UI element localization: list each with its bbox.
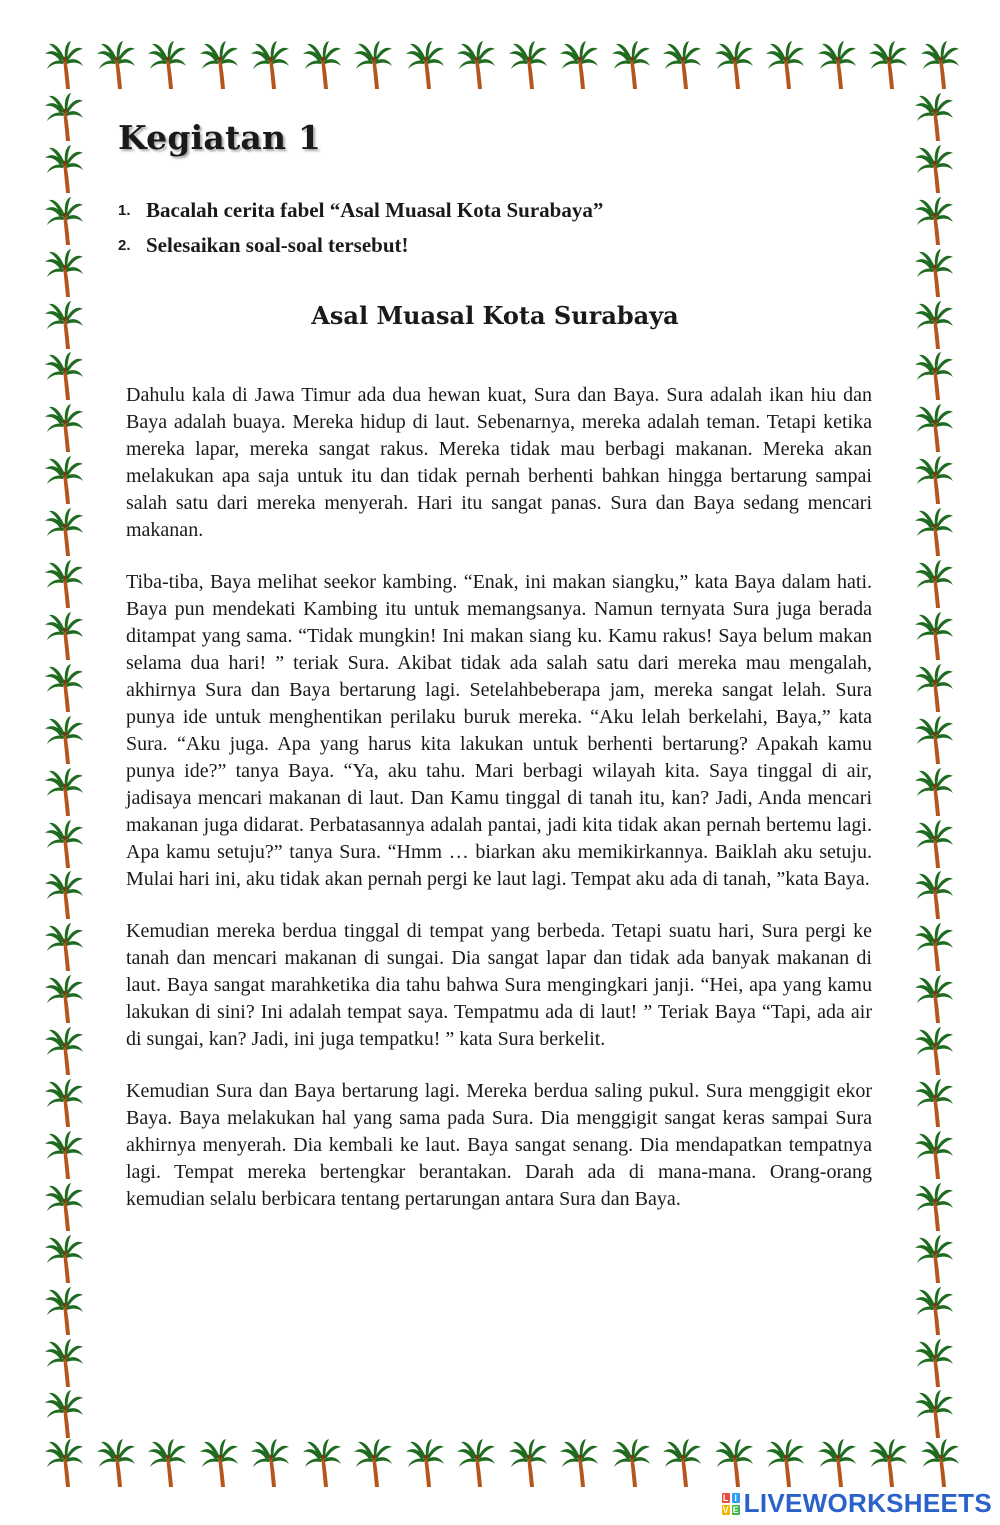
palm-tree-icon bbox=[302, 1438, 342, 1488]
palm-tree-icon bbox=[914, 819, 954, 869]
palm-tree-icon bbox=[353, 1438, 393, 1488]
page-title: Kegiatan 1 bbox=[118, 118, 322, 157]
palm-tree-icon bbox=[44, 248, 84, 298]
palm-tree-icon bbox=[765, 40, 805, 90]
palm-tree-icon bbox=[96, 40, 136, 90]
palm-tree-icon bbox=[920, 1438, 960, 1488]
palm-tree-icon bbox=[44, 1286, 84, 1336]
palm-tree-icon bbox=[44, 455, 84, 505]
palm-tree-icon bbox=[44, 300, 84, 350]
story-paragraph: Kemudian Sura dan Baya bertarung lagi. Mereka berdua saling pukul. Sura menggigit ekor Baya. Baya melakukan hal yang sama pada Sura. Dia menggigit sangat keras sampai Sura akhirnya menyerah. Dia kembali ke laut. Baya sangat senang. Dia mendapatkan tempatnya lagi. Tempat mereka bertengkar berantakan. Darah ada di mana-mana. Orang-orang kemudian selalu berbicara tentang pertarungan antara Sura dan Baya. bbox=[126, 1080, 872, 1210]
palm-tree-icon bbox=[914, 1026, 954, 1076]
palm-tree-icon bbox=[914, 611, 954, 661]
palm-tree-icon bbox=[817, 40, 857, 90]
palm-tree-icon bbox=[44, 974, 84, 1024]
palm-tree-icon bbox=[914, 248, 954, 298]
palm-tree-icon bbox=[44, 767, 84, 817]
brand-mark-letter: L bbox=[722, 1492, 729, 1503]
palm-tree-icon bbox=[199, 40, 239, 90]
palm-tree-icon bbox=[914, 1338, 954, 1388]
instruction-number: 2. bbox=[118, 237, 131, 254]
palm-tree-icon bbox=[508, 40, 548, 90]
instruction-number: 1. bbox=[118, 202, 131, 219]
palm-tree-icon bbox=[96, 1438, 136, 1488]
palm-tree-icon bbox=[44, 1338, 84, 1388]
palm-tree-icon bbox=[914, 403, 954, 453]
palm-tree-icon bbox=[914, 715, 954, 765]
brand-mark-letter: E bbox=[732, 1504, 739, 1515]
palm-tree-icon bbox=[44, 403, 84, 453]
palm-tree-icon bbox=[765, 1438, 805, 1488]
palm-tree-icon bbox=[914, 1286, 954, 1336]
palm-tree-icon bbox=[914, 1078, 954, 1128]
brand-name: LIVEWORKSHEETS bbox=[743, 1488, 992, 1518]
palm-tree-icon bbox=[868, 40, 908, 90]
palm-tree-icon bbox=[559, 40, 599, 90]
palm-tree-icon bbox=[914, 559, 954, 609]
palm-tree-icon bbox=[44, 1026, 84, 1076]
palm-tree-icon bbox=[914, 1234, 954, 1284]
palm-tree-icon bbox=[914, 1389, 954, 1439]
palm-tree-icon bbox=[914, 1182, 954, 1232]
palm-tree-icon bbox=[714, 40, 754, 90]
instruction-item bbox=[118, 228, 872, 263]
palm-tree-icon bbox=[44, 92, 84, 142]
palm-tree-icon bbox=[914, 663, 954, 713]
palm-tree-icon bbox=[914, 455, 954, 505]
palm-tree-icon bbox=[44, 351, 84, 401]
palm-tree-icon bbox=[914, 196, 954, 246]
palm-tree-icon bbox=[817, 1438, 857, 1488]
palm-tree-icon bbox=[914, 974, 954, 1024]
palm-tree-icon bbox=[611, 40, 651, 90]
story-paragraph: Dahulu kala di Jawa Timur ada dua hewan kuat, Sura dan Baya. Sura adalah ikan hiu dan Baya adalah buaya. Mereka hidup di laut. Sebenarnya, mereka adalah teman. Tetapi ketika mereka lapar, mereka sangat rakus. Mereka tidak mau berbagi makanan. Mereka akan melakukan apa saja untuk itu dan tidak pernah berhenti bahkan hingga bertarung sampai salah satu dari mereka menyerah. Hari itu sangat panas. Sura dan Baya sedang mencari makanan. bbox=[126, 384, 872, 541]
palm-tree-icon bbox=[914, 1130, 954, 1180]
palm-tree-icon bbox=[508, 1438, 548, 1488]
palm-tree-icon bbox=[914, 507, 954, 557]
palm-tree-icon bbox=[914, 300, 954, 350]
palm-tree-icon bbox=[914, 351, 954, 401]
story-title: Asal Muasal Kota Surabaya bbox=[311, 301, 679, 330]
palm-tree-icon bbox=[44, 40, 84, 90]
story-paragraph: Tiba-tiba, Baya melihat seekor kambing. “Enak, ini makan siangku,” kata Baya dalam hati. Baya pun mendekati Kambing itu untuk memangsanya. Namun ternyata Sura juga berada ditampat yang sama. “Tidak mungkin! Ini makan siang ku. Kamu rakus! Saya belum makan selama dua hari! ” teriak Sura. Akibat tidak ada salah satu dari mereka mau mengalah, akhirnya Sura dan Baya bertarung lagi. Setelahbeberapa jam, mereka sangat lelah. Sura punya ide untuk menghentikan perilaku buruk mereka. “Aku lelah berkelahi, Baya,” kata Sura. “Aku juga. Apa yang harus kita lakukan untuk berhenti bertarung? Apakah kamu punya ide?” tanya Baya. “Ya, aku tahu. Mari berbagi wilayah kita. Saya tinggal di air, jadisaya mencari makanan di laut. Dan Kamu tinggal di tanah itu, kan? Jadi, Anda mencari makanan juga didarat. Perbatasannya adalah pantai, jadi kita tidak akan pernah bertemu lagi. Apa kamu setuju?” tanya Sura. “Hmm … biarkan aku memikirkannya. Baiklah aku setuju. Mulai hari ini, aku tidak akan pernah pergi ke laut lagi. Tempat aku ada di tanah, ”kata Baya. bbox=[126, 571, 872, 890]
palm-tree-icon bbox=[44, 922, 84, 972]
palm-tree-icon bbox=[44, 1130, 84, 1180]
palm-tree-icon bbox=[456, 40, 496, 90]
brand-mark-icon bbox=[722, 1493, 740, 1515]
palm-tree-icon bbox=[302, 40, 342, 90]
palm-tree-icon bbox=[456, 1438, 496, 1488]
palm-tree-icon bbox=[44, 1182, 84, 1232]
palm-tree-icon bbox=[44, 1234, 84, 1284]
palm-tree-icon bbox=[44, 1078, 84, 1128]
instruction-list bbox=[118, 193, 872, 263]
instruction-text: Bacalah cerita fabel “Asal Muasal Kota Surabaya” bbox=[146, 198, 604, 222]
liveworksheets-logo[interactable] bbox=[722, 1488, 992, 1519]
palm-tree-icon bbox=[250, 1438, 290, 1488]
palm-tree-icon bbox=[405, 1438, 445, 1488]
palm-tree-icon bbox=[914, 922, 954, 972]
palm-tree-icon bbox=[405, 40, 445, 90]
instruction-text: Selesaikan soal-soal tersebut! bbox=[146, 233, 409, 257]
palm-tree-icon bbox=[559, 1438, 599, 1488]
palm-tree-icon bbox=[868, 1438, 908, 1488]
palm-tree-icon bbox=[914, 144, 954, 194]
palm-tree-icon bbox=[44, 196, 84, 246]
palm-tree-icon bbox=[44, 819, 84, 869]
palm-tree-icon bbox=[199, 1438, 239, 1488]
worksheet-content bbox=[118, 118, 872, 1238]
story-paragraph: Kemudian mereka berdua tinggal di tempat yang berbeda. Tetapi suatu hari, Sura pergi ke tanah dan mencari makanan di sungai. Dia sangat lapar dan tidak ada banyak makanan di laut. Baya sangat marahketika dia tahu bahwa Sura mengingkari janji. “Hei, apa yang kamu lakukan di sini? Ini adalah tempat saya. Tempatmu ada di laut! ” Teriak Baya “Tapi, ada air di sungai, kan? Jadi, ini juga tempatku! ” kata Sura berkelit. bbox=[126, 920, 872, 1050]
palm-tree-icon bbox=[44, 507, 84, 557]
palm-tree-icon bbox=[611, 1438, 651, 1488]
palm-tree-icon bbox=[44, 663, 84, 713]
palm-tree-icon bbox=[44, 144, 84, 194]
palm-tree-icon bbox=[147, 40, 187, 90]
palm-tree-icon bbox=[44, 559, 84, 609]
instruction-item bbox=[118, 193, 872, 228]
palm-tree-icon bbox=[662, 1438, 702, 1488]
brand-mark-letter: I bbox=[732, 1493, 740, 1503]
palm-tree-icon bbox=[714, 1438, 754, 1488]
palm-tree-icon bbox=[920, 40, 960, 90]
palm-tree-icon bbox=[914, 767, 954, 817]
palm-tree-icon bbox=[44, 1438, 84, 1488]
palm-tree-icon bbox=[44, 611, 84, 661]
brand-mark-letter: V bbox=[722, 1504, 729, 1515]
palm-tree-icon bbox=[44, 715, 84, 765]
palm-tree-icon bbox=[662, 40, 702, 90]
palm-tree-icon bbox=[914, 870, 954, 920]
palm-tree-icon bbox=[44, 1389, 84, 1439]
palm-tree-icon bbox=[353, 40, 393, 90]
palm-tree-icon bbox=[147, 1438, 187, 1488]
palm-tree-icon bbox=[914, 92, 954, 142]
palm-tree-icon bbox=[250, 40, 290, 90]
palm-tree-icon bbox=[44, 870, 84, 920]
